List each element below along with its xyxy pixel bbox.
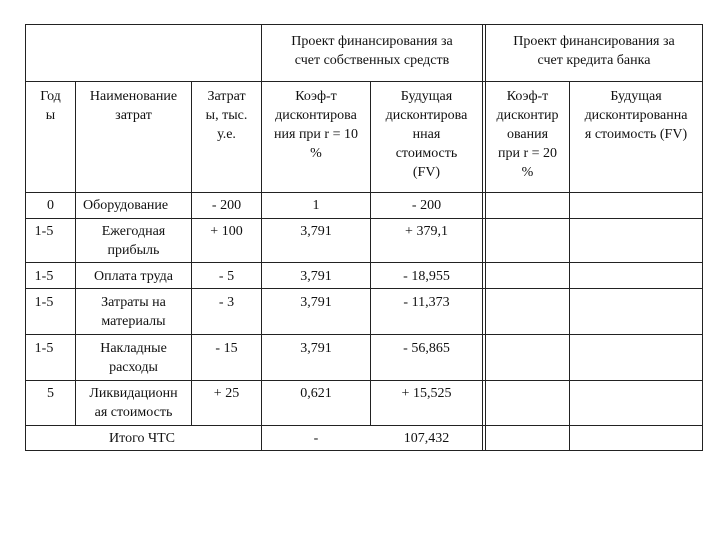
table-row-fv: - 11,373 bbox=[403, 295, 450, 310]
total-coef: - bbox=[313, 431, 319, 446]
group-header-own-funds: Проект финансирования за счет собственных средств bbox=[291, 34, 453, 68]
table-row-cost: + 100 bbox=[210, 224, 243, 239]
total-label: Итого ЧТС bbox=[109, 431, 175, 446]
table-row-year: 1-5 bbox=[34, 295, 54, 310]
column-header-name: Наименование затрат bbox=[89, 89, 178, 123]
table-row-coef: 0,621 bbox=[300, 386, 332, 401]
table-row-fv: + 15,525 bbox=[401, 386, 452, 401]
table-row-cost: - 15 bbox=[215, 341, 238, 356]
table-row-year: 1-5 bbox=[34, 341, 54, 356]
row-divider bbox=[25, 288, 703, 289]
column-header-fv-own: Будущая дисконтирова нная стоимость (FV) bbox=[385, 89, 468, 180]
table-border-bottom bbox=[25, 450, 703, 451]
row-divider bbox=[25, 380, 703, 381]
column-divider bbox=[482, 24, 483, 451]
column-header-fv-bank: Будущая дисконтированна я стоимость (FV) bbox=[584, 89, 688, 142]
table-row-year: 5 bbox=[47, 386, 54, 401]
table-row-coef: 3,791 bbox=[300, 341, 332, 356]
column-header-coef-own: Коэф-т дисконтирова ния при r = 10 % bbox=[274, 89, 358, 161]
table-row-name: Ежегодная прибыль bbox=[101, 224, 166, 258]
row-divider bbox=[25, 334, 703, 335]
column-header-coef-bank: Коэф-т дисконтир ования при r = 20 % bbox=[496, 89, 559, 180]
table-row-cost: + 25 bbox=[213, 386, 240, 401]
column-header-costs: Затрат ы, тыс. у.е. bbox=[205, 89, 248, 142]
financing-table bbox=[25, 24, 703, 450]
table-border-top bbox=[25, 24, 703, 25]
row-divider bbox=[25, 425, 703, 426]
table-row-fv: - 200 bbox=[411, 198, 442, 213]
table-row-year: 1-5 bbox=[34, 224, 54, 239]
table-row-fv: - 56,865 bbox=[403, 341, 450, 356]
table-row-cost: - 3 bbox=[218, 295, 235, 310]
table-row-fv: - 18,955 bbox=[403, 269, 450, 284]
table-row-name: Накладные расходы bbox=[100, 341, 167, 375]
row-divider bbox=[25, 192, 703, 193]
group-header-bank-credit: Проект финансирования за счет кредита банка bbox=[513, 34, 675, 68]
row-divider bbox=[25, 81, 703, 82]
table-row-year: 0 bbox=[47, 198, 54, 213]
table-row-coef: 3,791 bbox=[300, 224, 332, 239]
table-row-year: 1-5 bbox=[34, 269, 54, 284]
table-row-name: Оплата труда bbox=[93, 269, 173, 284]
table-row-coef: 3,791 bbox=[300, 295, 332, 310]
table-border-right bbox=[702, 24, 703, 451]
table-row-cost: - 5 bbox=[218, 269, 235, 284]
table-row-name: Ликвидационн ая стоимость bbox=[89, 386, 178, 420]
table-row-coef: 1 bbox=[312, 198, 320, 213]
column-header-years: Год ы bbox=[40, 89, 61, 123]
table-row-name: Оборудование bbox=[83, 198, 169, 213]
table-row-cost: - 200 bbox=[211, 198, 242, 213]
table-row-coef: 3,791 bbox=[300, 269, 332, 284]
table-row-name: Затраты на материалы bbox=[101, 295, 166, 329]
row-divider bbox=[25, 262, 703, 263]
table-row-fv: + 379,1 bbox=[405, 224, 448, 239]
row-divider bbox=[25, 218, 703, 219]
total-fv: 107,432 bbox=[403, 431, 450, 446]
